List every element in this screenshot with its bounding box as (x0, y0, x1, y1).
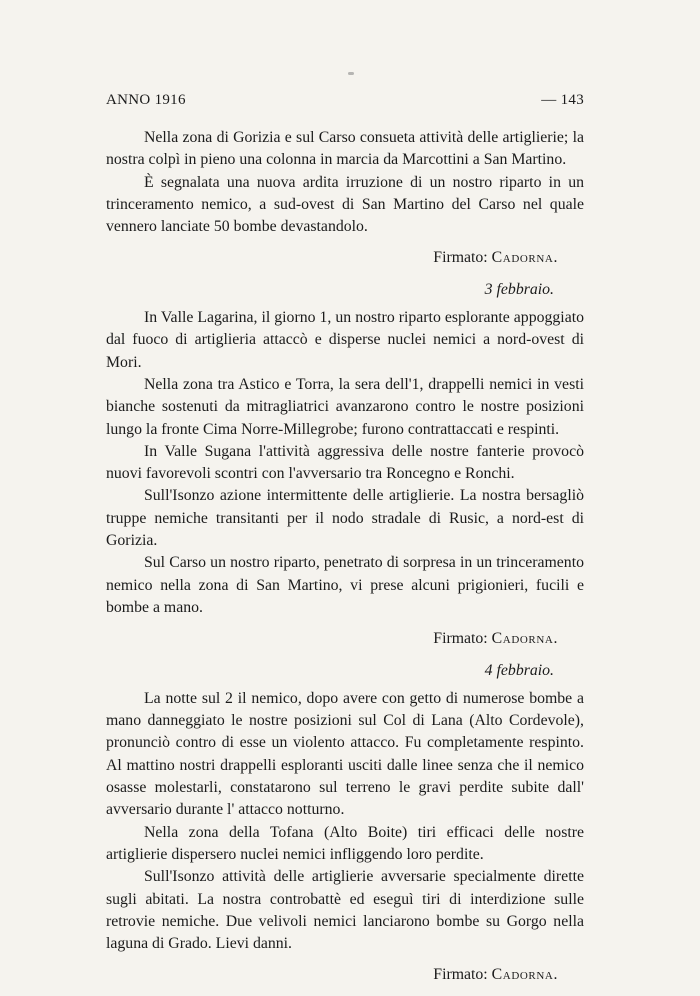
dateline: 4 febbraio. (484, 661, 554, 679)
paragraph: Nella zona della Tofana (Alto Boite) tiri efficaci delle nostre artiglierie dispersero nuclei nemici infliggendo loro perdite. (106, 823, 584, 863)
signature (106, 247, 584, 269)
print-speck (348, 72, 354, 75)
paragraph: La notte sul 2 il nemico, dopo avere con getto di numerose bombe a mano danneggiato le nostre posizioni sul Col di Lana (Alto Cordevole), pronunciò contro di esse un violento attacco. Fu completamente respinto. Al mattino nostri drappelli esploranti usciti dalle linee senza che il nemico osasse molestarli, constatarono sul terreno le gravi perdite subite dall' avversario durante l' attacco notturno. (106, 689, 584, 819)
signature-name: Cadorna. (491, 966, 558, 984)
running-header (106, 92, 584, 114)
running-title: ANNO 1916 (106, 92, 186, 108)
signature (106, 628, 584, 650)
paragraph: In Valle Sugana l'attività aggressiva delle nostre fanterie provocò nuovi favorevoli scontri con l'avversario tra Roncegno e Ronchi. (106, 442, 584, 483)
paragraph: In Valle Lagarina, il giorno 1, un nostro riparto esplorante appoggiato dal fuoco di artiglieria attaccò e disperse nuclei nemici a nord-ovest di Mori. (106, 309, 584, 371)
dateline: 3 febbraio. (484, 280, 554, 298)
signature-label: Firmato: (433, 966, 488, 984)
signature-label: Firmato: (433, 630, 488, 648)
paragraph: È segnalata una nuova ardita irruzione di un nostro riparto in un trinceramento nemico, a sud-ovest di San Martino del Carso nel quale vennero lanciate 50 bombe devastandolo. (106, 173, 584, 236)
page-body (106, 127, 584, 996)
signature-name: Cadorna. (491, 249, 558, 267)
paragraph: Nella zona tra Astico e Torra, la sera dell'1, drappelli nemici in vesti bianche sostenuti da mitragliatrici avanzarono contro le nostre posizioni lungo la fronte Cima Norre-Millegrobe; furono contrattaccati e respinti. (106, 375, 584, 438)
paragraph: Nella zona di Gorizia e sul Carso consueta attività delle artiglierie; la nostra colpì in pieno una colonna in marcia da Marcottini a San Martino. (106, 129, 584, 169)
paragraph: Sul Carso un nostro riparto, penetrato di sorpresa in un trinceramento nemico nella zona di San Martino, vi prese alcuni prigionieri, fucili e bombe a mano. (106, 554, 584, 616)
signature-name: Cadorna. (491, 630, 558, 648)
paragraph: Sull'Isonzo azione intermittente delle artiglierie. La nostra bersagliò truppe nemiche transitanti per il nodo stradale di Rusic, a nord-est di Gorizia. (106, 487, 584, 550)
signature (106, 964, 584, 986)
page-number: — 143 (541, 92, 584, 108)
paragraph: Sull'Isonzo attività delle artiglierie avversarie specialmente dirette sugli abitati. La nostra controbattè ed eseguì tiri di interdizione sulle retrovie nemiche. Due velivoli nemici lanciarono bombe su Gorgo nella laguna di Grado. Lievi danni. (106, 868, 584, 953)
signature-label: Firmato: (433, 249, 488, 267)
